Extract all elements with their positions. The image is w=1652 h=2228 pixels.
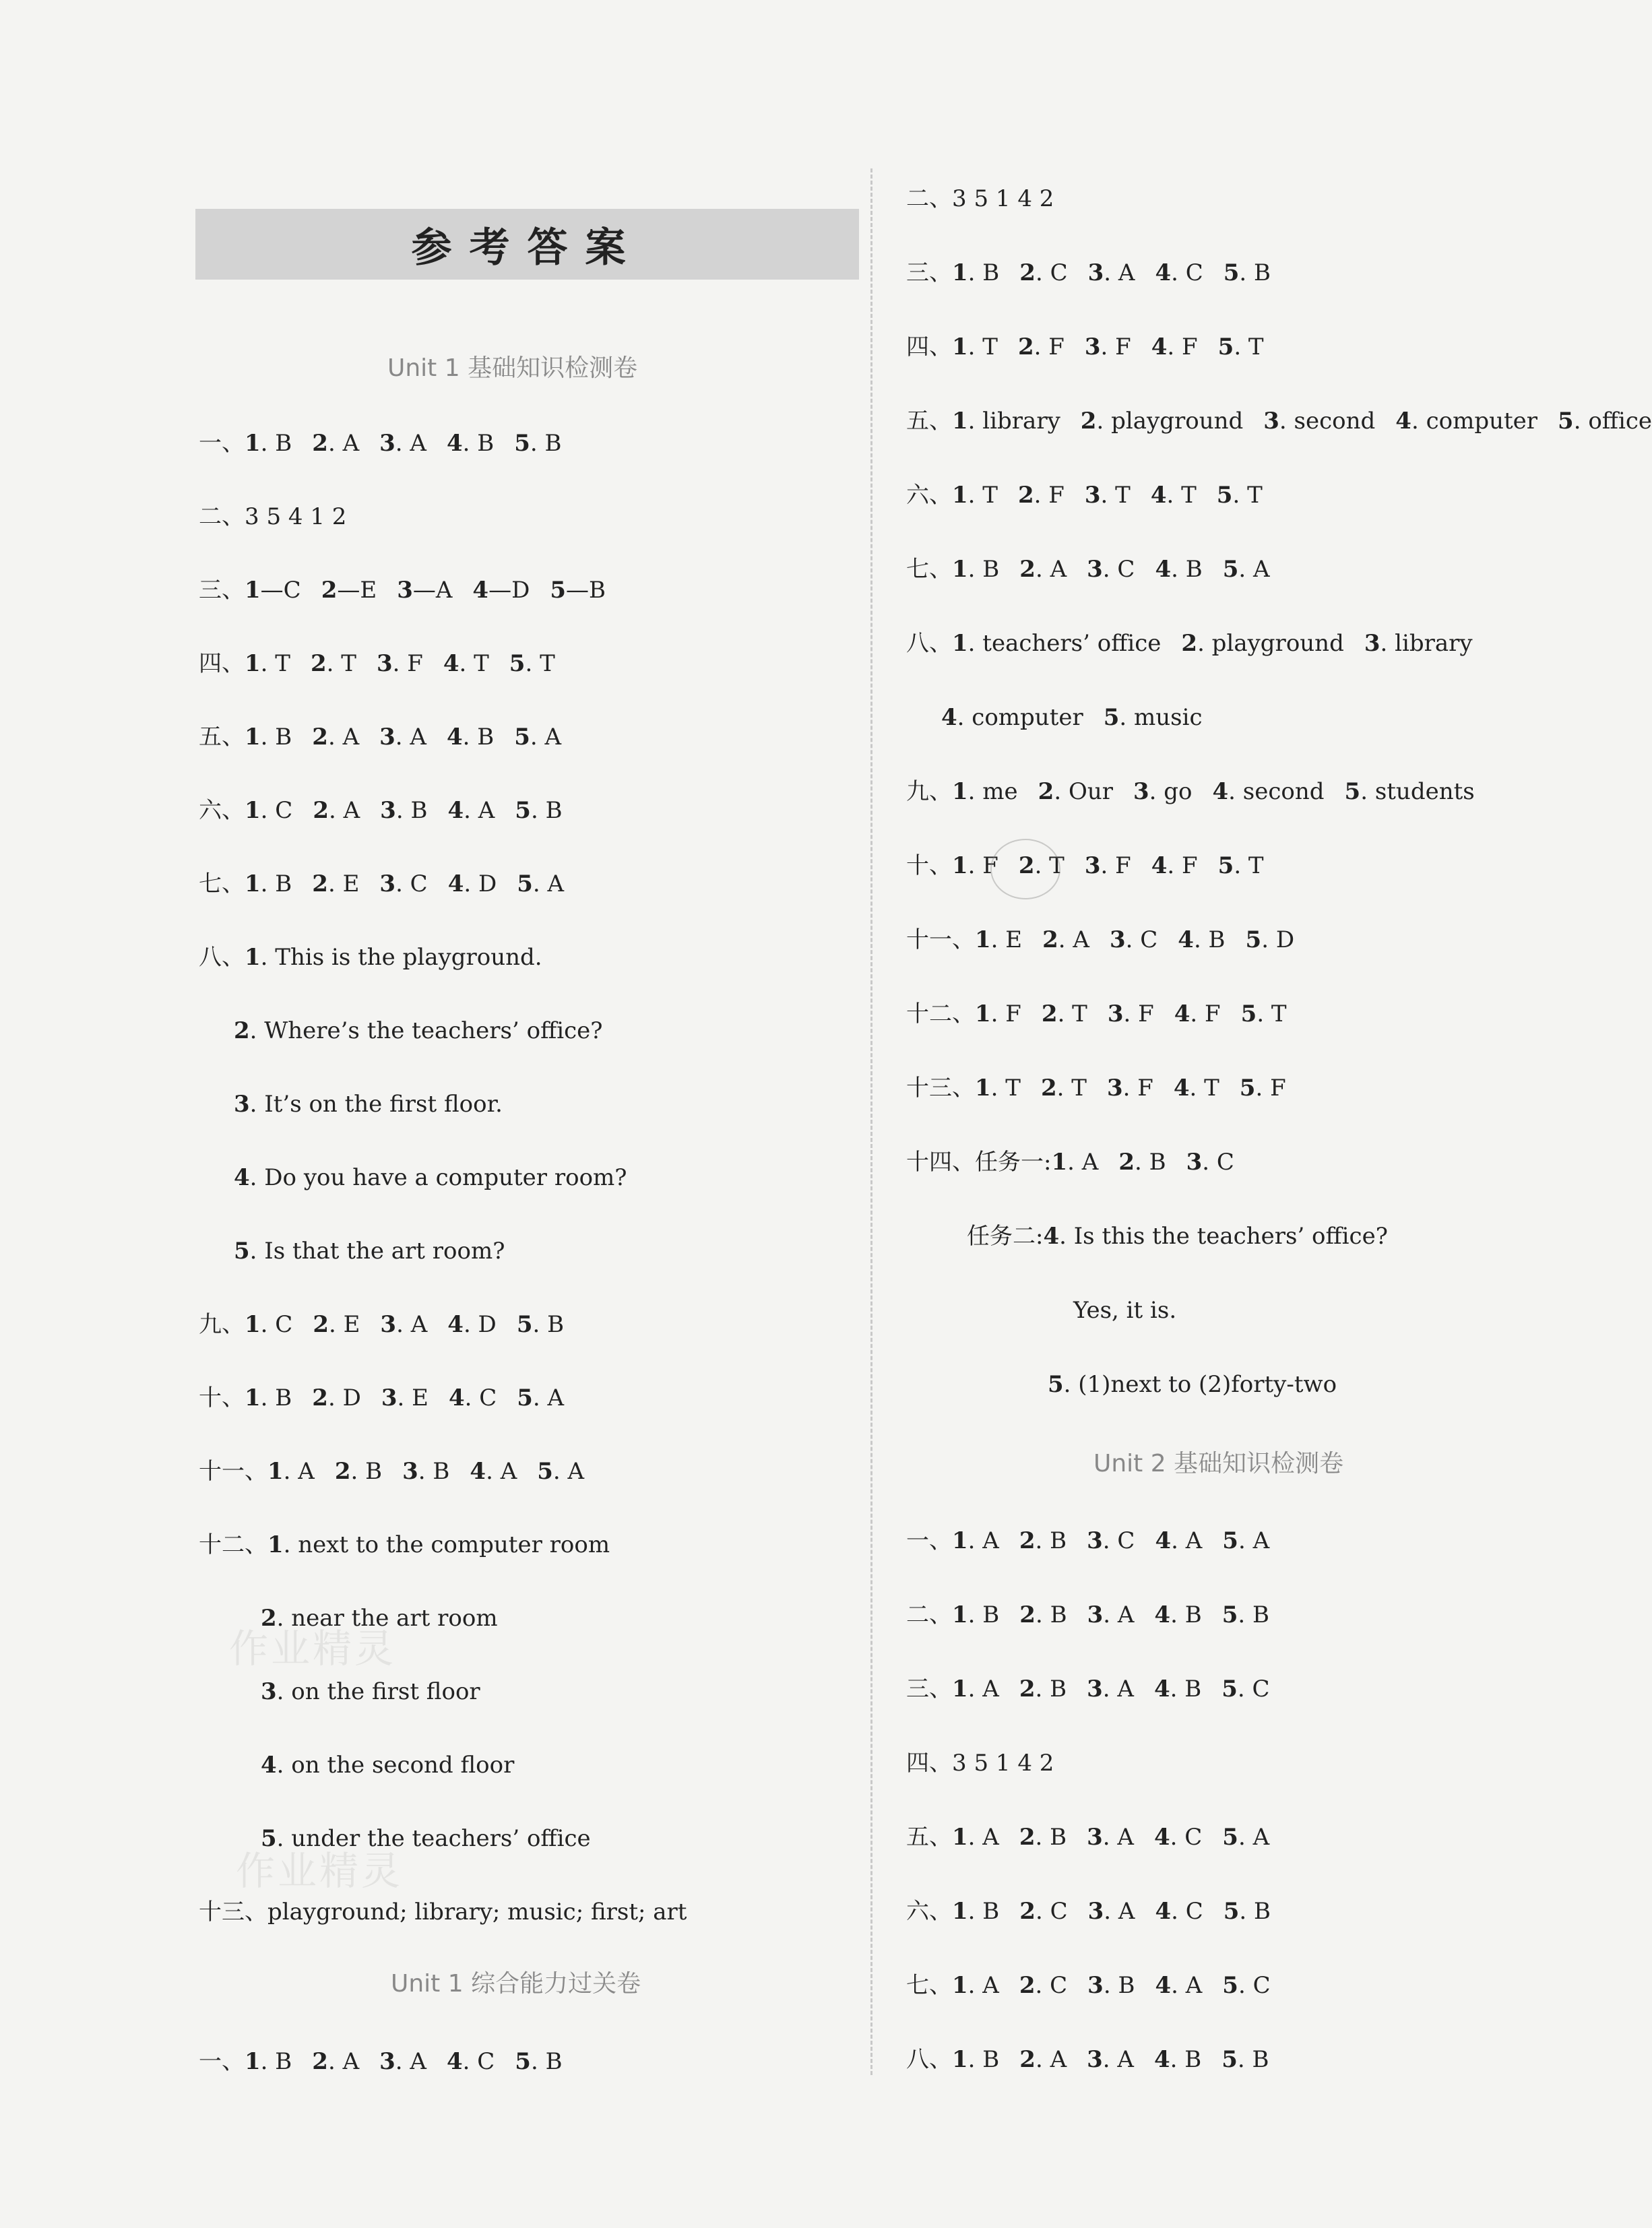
question-number: 五、 (199, 724, 245, 751)
answer-item: 5. A (1222, 556, 1270, 583)
answer-item: 2. C (1019, 259, 1068, 286)
answer-item: 2. B (334, 1458, 383, 1485)
answer-item: 1. B (245, 724, 292, 751)
answer-item: 4. computer (941, 704, 1083, 731)
answer-item: 3. F (376, 650, 423, 677)
answer-item: 1. T (952, 482, 998, 509)
answer-item: 5. B (514, 430, 562, 457)
answer-row: 二、3 5 1 4 2 (906, 185, 1054, 212)
question-number: 四、 (199, 650, 245, 677)
answer-row (199, 2048, 563, 2075)
answer-item: 1. library (952, 408, 1060, 435)
answer-item: 4. B (1153, 2046, 1202, 2073)
answer-item: 2. F (1017, 482, 1065, 509)
section-heading: Unit 1 基础知识检测卷 (387, 354, 638, 382)
answer-item: 5. B (1221, 1601, 1269, 1628)
answer-item: 5. C (1222, 1972, 1271, 1999)
question-number: 六、 (906, 1898, 952, 1925)
answer-item: 3. A (1087, 1898, 1135, 1925)
answer-text: . Do you have a computer room? (249, 1164, 627, 1191)
answer-item: 4. computer (1395, 408, 1538, 435)
answer-item: 5. music (1103, 704, 1203, 731)
answer-item: 1. B (245, 1384, 292, 1411)
section-heading: Unit 1 综合能力过关卷 (391, 1970, 641, 1998)
page-title-bar (195, 209, 859, 280)
page-title: 参考答案 (411, 224, 643, 272)
answer-item: 2. C (1019, 1972, 1068, 1999)
answer-item: 5. T (1240, 1000, 1287, 1027)
answer-row (967, 1223, 1388, 1250)
question-number: 十一、 (199, 1458, 267, 1485)
answer-item: 1. me (952, 778, 1018, 805)
answer-row (234, 1164, 627, 1191)
watermark-text: 作业精灵 (229, 1626, 397, 1672)
answer-row (234, 1238, 505, 1265)
answer-row (199, 430, 562, 457)
answer-item: 4. B (1155, 556, 1203, 583)
answer-item: 2. Our (1038, 778, 1113, 805)
answer-item: 3. C (379, 870, 428, 897)
answer-item: 5. A (517, 1384, 565, 1411)
answer-item: 2. T (1041, 1000, 1087, 1027)
answer-item: 3. A (1087, 1601, 1135, 1628)
answer-item: 4. B (1154, 1601, 1202, 1628)
answer-text: . next to the computer room (283, 1531, 610, 1558)
item-number: 4 (234, 1164, 250, 1191)
answer-row (199, 650, 555, 677)
question-number: 二、 (906, 1601, 952, 1628)
answer-item: 3—A (397, 577, 453, 604)
item-number: 2 (234, 1017, 250, 1044)
item-number: 1 (245, 944, 261, 971)
answer-row (906, 408, 1652, 435)
answer-row (941, 704, 1203, 731)
answer-item: 5. T (1217, 333, 1264, 360)
answer-item: 5. A (514, 724, 562, 751)
answer-row: 四、3 5 1 4 2 (906, 1750, 1054, 1777)
answer-item: 1. T (952, 333, 998, 360)
answer-row (234, 1017, 603, 1044)
answer-item: 2. B (1019, 1601, 1067, 1628)
answer-item: 2. C (1019, 1898, 1068, 1925)
answer-item: 4. F (1151, 852, 1198, 879)
answer-item: 5. T (1217, 852, 1264, 879)
answer-item: 3. A (380, 1311, 428, 1338)
answer-item: 4. F (1151, 333, 1198, 360)
answer-item: 2. A (312, 430, 360, 457)
answer-item: 4. D (447, 1311, 497, 1338)
answer-item: 2. B (1118, 1149, 1166, 1176)
answer-text: . near the art room (276, 1605, 498, 1632)
answer-item: 5. B (1221, 2046, 1269, 2073)
answer-item: 5. B (515, 2048, 563, 2075)
answer-item: 1. F (952, 852, 998, 879)
answer-item: 2. B (1019, 1676, 1067, 1702)
question-number: 八、 (199, 944, 245, 971)
answer-item: 5. T (509, 650, 555, 677)
answer-item: 3. A (1087, 1824, 1134, 1851)
question-number: 六、 (199, 797, 245, 824)
watermark-stamp (990, 839, 1060, 899)
answer-item: 1. A (952, 1972, 999, 1999)
answer-item: 1. A (267, 1458, 315, 1485)
question-number: 三、 (906, 259, 952, 286)
answer-row (199, 870, 564, 897)
answer-item: 2. A (312, 724, 360, 751)
answer-item: 4. A (447, 797, 495, 824)
answer-item: 2. E (312, 870, 360, 897)
answer-item: 2. A (312, 2048, 360, 2075)
answer-item: 5—B (550, 577, 606, 604)
answer-item: 2. E (313, 1311, 360, 1338)
answer-item: 2. A (1019, 2046, 1067, 2073)
answer-row (199, 1384, 564, 1411)
item-number: 3 (261, 1678, 277, 1705)
answer-item: 3. A (1087, 259, 1135, 286)
question-number: 一、 (199, 430, 245, 457)
answer-item: 3. C (1186, 1149, 1234, 1176)
answer-item: 2. playground (1080, 408, 1244, 435)
answer-item: 1—C (245, 577, 301, 604)
answer-item: 5. T (1216, 482, 1263, 509)
item-number: 3 (234, 1091, 250, 1118)
answer-row (199, 1531, 610, 1558)
answer-row (1048, 1371, 1337, 1398)
question-number: 一、 (906, 1527, 952, 1554)
answer-item: 3. C (1087, 556, 1135, 583)
answer-item: 4. B (1178, 926, 1226, 953)
answer-item: 2. B (1019, 1824, 1067, 1851)
answer-item: 2—E (321, 577, 377, 604)
answer-item: 3. A (379, 2048, 426, 2075)
answer-row (261, 1678, 480, 1705)
item-number: 5 (234, 1238, 250, 1265)
answer-item: 1. A (952, 1527, 999, 1554)
question-number: 十二、 (906, 1000, 975, 1027)
answer-row (906, 333, 1264, 360)
answer-item: 3. B (402, 1458, 450, 1485)
answer-item: 4. F (1174, 1000, 1221, 1027)
item-number: 2 (261, 1605, 277, 1632)
answer-item: 1. B (952, 556, 1000, 583)
answer-item: 1. T (975, 1075, 1021, 1102)
answer-item: 3. F (1106, 1075, 1153, 1102)
answer-item: 5. A (517, 870, 565, 897)
answer-item: 3. A (1087, 1676, 1134, 1702)
section-heading: Unit 2 基础知识检测卷 (1093, 1450, 1344, 1477)
answer-row (906, 630, 1473, 657)
item-number: 5 (1048, 1371, 1064, 1398)
answer-item: 3. F (1084, 333, 1131, 360)
question-number: 七、 (199, 870, 245, 897)
answer-item: 1. B (952, 259, 1000, 286)
answer-item: 2. F (1017, 333, 1065, 360)
question-number: 八、 (906, 2046, 952, 2073)
answer-item: 2. D (312, 1384, 361, 1411)
answer-item: 1. B (952, 1898, 1000, 1925)
answer-item: 1. B (245, 870, 292, 897)
answer-item: 3. F (1107, 1000, 1154, 1027)
answer-item: 2. T (310, 650, 356, 677)
answer-item: 1. T (245, 650, 290, 677)
answer-item: 4. B (1153, 1676, 1202, 1702)
answer-item: 1. A (1051, 1149, 1099, 1176)
answer-item: 2. A (313, 797, 360, 824)
answer-item: 2. T (1018, 852, 1065, 879)
answer-row (199, 1458, 584, 1485)
question-number: 十二、 (199, 1531, 267, 1558)
answer-item: 4. B (446, 724, 495, 751)
question-number: 十、 (199, 1384, 245, 1411)
answer-row (906, 926, 1294, 953)
question-number: 一、 (199, 2048, 245, 2075)
answer-row (906, 1972, 1271, 1999)
answer-row (906, 1676, 1270, 1702)
answer-row (906, 2046, 1269, 2073)
question-number: 十、 (906, 852, 952, 879)
answer-item: 1. A (952, 1824, 999, 1851)
answer-row (906, 482, 1263, 509)
answer-text: . on the first floor (276, 1678, 480, 1705)
answer-text: . This is the playground. (260, 944, 542, 971)
question-number: 任务二: (967, 1223, 1044, 1250)
answer-item: 4. second (1212, 778, 1325, 805)
answer-row: Yes, it is. (1073, 1297, 1177, 1324)
answer-item: 3. A (379, 724, 426, 751)
answer-item: 5. A (537, 1458, 585, 1485)
answer-row: 十三、playground; library; music; first; art (199, 1899, 687, 1925)
answer-item: 4. C (1153, 1824, 1203, 1851)
answer-row (199, 1311, 564, 1338)
answer-item: 1. B (245, 430, 292, 457)
answer-item: 5. B (1223, 1898, 1271, 1925)
answer-item: 4. C (1155, 259, 1203, 286)
answer-text: . under the teachers’ office (276, 1825, 591, 1852)
answer-item: 4. T (1150, 482, 1197, 509)
answer-item: 4. D (447, 870, 497, 897)
answer-item: 4. A (1155, 1972, 1203, 1999)
answer-row (906, 852, 1264, 879)
answer-item: 4—D (472, 577, 530, 604)
answer-item: 5. F (1239, 1075, 1286, 1102)
watermark-text: 作业精灵 (236, 1848, 404, 1894)
answer-item: 4. C (446, 2048, 495, 2075)
answer-item: 1. C (245, 797, 293, 824)
answer-row (199, 944, 542, 971)
answer-item: 3. A (1087, 2046, 1134, 2073)
answer-text: . Is this the teachers’ office? (1059, 1223, 1388, 1250)
answer-item: 3. F (1084, 852, 1131, 879)
item-number: 4 (261, 1752, 277, 1779)
answer-item: 5. A (1222, 1527, 1270, 1554)
answer-text: . Where’s the teachers’ office? (249, 1017, 603, 1044)
answer-row (906, 1601, 1269, 1628)
answer-item: 5. B (516, 1311, 565, 1338)
answer-row (199, 797, 563, 824)
answer-item: 4. A (470, 1458, 517, 1485)
answer-item: 4. C (448, 1384, 497, 1411)
column-divider (870, 168, 872, 2075)
answer-item: 1. B (952, 1601, 1000, 1628)
answer-item: 3. library (1364, 630, 1473, 657)
answer-item: 1. B (245, 2048, 292, 2075)
answer-text: . Is that the art room? (249, 1238, 505, 1265)
answer-item: 5. students (1344, 778, 1475, 805)
answer-item: 3. T (1084, 482, 1131, 509)
answer-row (906, 1075, 1286, 1102)
answer-row (906, 778, 1475, 805)
answer-row (199, 724, 561, 751)
answer-row (261, 1752, 514, 1779)
answer-item: 4. B (446, 430, 495, 457)
item-number: 5 (261, 1825, 277, 1852)
answer-item: 3. E (381, 1384, 428, 1411)
answer-row (906, 1824, 1269, 1851)
answer-item: 1. B (952, 2046, 1000, 2073)
answer-text: . (1)next to (2)forty-two (1063, 1371, 1337, 1398)
answer-row: 二、3 5 4 1 2 (199, 503, 347, 530)
answer-item: 1. F (975, 1000, 1021, 1027)
answer-item: 3. second (1263, 408, 1376, 435)
answer-item: 1. C (245, 1311, 293, 1338)
item-number: 1 (267, 1531, 284, 1558)
answer-item: 4. A (1155, 1527, 1203, 1554)
answer-item: 2. T (1040, 1075, 1087, 1102)
answer-row (906, 1149, 1234, 1176)
question-number: 七、 (906, 1972, 952, 1999)
answer-row (906, 556, 1270, 583)
answer-text: . It’s on the first floor. (249, 1091, 503, 1118)
question-number: 九、 (199, 1311, 245, 1338)
answer-item: 2. A (1042, 926, 1089, 953)
question-number: 十三、 (906, 1075, 975, 1102)
answer-item: 1. E (975, 926, 1023, 953)
answer-item: 4. T (443, 650, 489, 677)
answer-item: 2. playground (1181, 630, 1344, 657)
question-number: 八、 (906, 630, 952, 657)
question-number: 三、 (199, 577, 245, 604)
answer-row (234, 1091, 503, 1118)
answer-item: 3. go (1133, 778, 1193, 805)
answer-row (906, 1000, 1287, 1027)
question-number: 五、 (906, 408, 952, 435)
answer-item: 3. B (380, 797, 428, 824)
question-number: 十四、任务一: (906, 1149, 1052, 1176)
question-number: 三、 (906, 1676, 952, 1702)
answer-item: 3. C (1087, 1527, 1135, 1554)
answer-text: . on the second floor (276, 1752, 515, 1779)
answer-item: 5. B (515, 797, 563, 824)
answer-item: 2. B (1019, 1527, 1067, 1554)
question-number: 九、 (906, 778, 952, 805)
answer-row (906, 259, 1271, 286)
answer-item: 3. C (1109, 926, 1158, 953)
answer-item: 5. A (1222, 1824, 1270, 1851)
question-number: 四、 (906, 333, 952, 360)
answer-item: 5. D (1245, 926, 1295, 953)
answer-item: 4. C (1155, 1898, 1203, 1925)
answer-item: 1. teachers’ office (952, 630, 1162, 657)
answer-item: 3. B (1087, 1972, 1135, 1999)
answer-item: 1. A (952, 1676, 999, 1702)
question-number: 七、 (906, 556, 952, 583)
answer-item: 5. B (1223, 259, 1271, 286)
question-number: 五、 (906, 1824, 952, 1851)
answer-item: 3. A (379, 430, 426, 457)
answer-item: 5. office (1558, 408, 1652, 435)
answer-item: 5. C (1221, 1676, 1270, 1702)
answer-item: 4. T (1173, 1075, 1219, 1102)
question-number: 六、 (906, 482, 952, 509)
answer-row (906, 1527, 1269, 1554)
question-number: 十一、 (906, 926, 975, 953)
item-number: 4 (1043, 1223, 1060, 1250)
answer-row (906, 1898, 1271, 1925)
answer-item: 2. A (1019, 556, 1067, 583)
answer-row (199, 577, 606, 604)
